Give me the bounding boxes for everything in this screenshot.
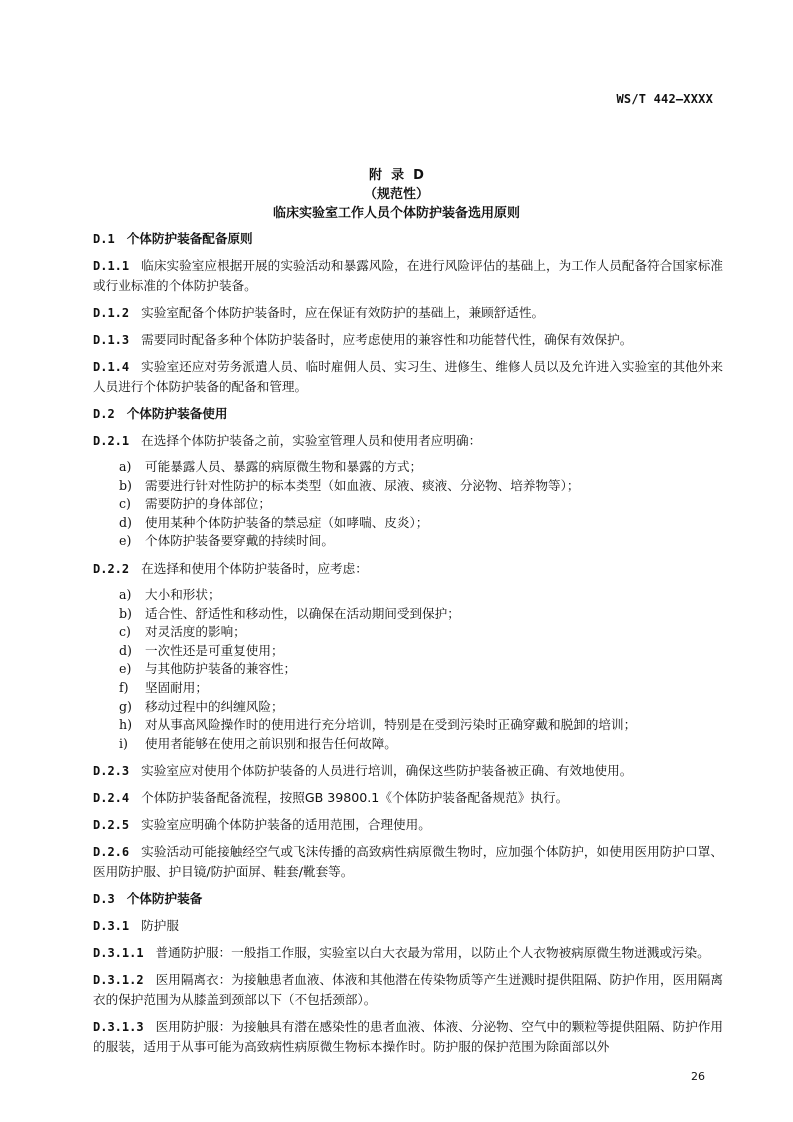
list-item [93, 735, 723, 754]
list-text: 适合性、舒适性和移动性，以确保在活动期间受到保护； [145, 605, 460, 621]
standard-code: WS/T 442—XXXX [616, 92, 713, 106]
section-number: D.3 [93, 892, 115, 907]
clause-d2-3 [93, 761, 723, 781]
list-text: 需要防护的身体部位； [145, 496, 271, 512]
list-text: 坚固耐用； [145, 679, 208, 695]
clause-d3-1-2 [93, 970, 723, 1010]
list-label: h) [119, 717, 133, 733]
clause-d3-1-3 [93, 1017, 723, 1057]
section-title: 个体防护装备 [126, 891, 203, 907]
subsection-heading-d3-1 [93, 916, 723, 936]
appendix-label: 附 录 D [369, 168, 424, 183]
clause-text: 在选择个体防护装备之前，实验室管理人员和使用者应明确： [141, 433, 482, 448]
clause-d1-4 [93, 357, 723, 397]
clause-text: 实验活动可能接触经空气或飞沫传播的高致病性病原微生物时，应加强个体防护，如使用医用防护口罩、医用防护服、护目镜/防护面屏、鞋套/靴套等。 [93, 844, 723, 880]
section-number: D.1 [93, 232, 115, 246]
clause-text: 实验室应明确个体防护装备的适用范围，合理使用。 [141, 817, 431, 833]
list-label: b) [119, 477, 132, 493]
list-d2-1 [93, 458, 723, 551]
list-item [93, 586, 723, 605]
list-item [93, 660, 723, 679]
clause-d1-2 [93, 303, 723, 323]
list-item [93, 623, 723, 642]
clause-text: 临床实验室应根据开展的实验活动和暴露风险，在进行风险评估的基础上，为工作人员配备符合国家标准或行业标准的个体防护装备。 [93, 258, 723, 293]
clause-text: 普通防护服：一般指工作服，实验室以白大衣最为常用，以防止个人衣物被病原微生物迸溅或污染。 [155, 945, 710, 961]
list-label: d) [119, 642, 132, 658]
clause-d1-3 [93, 330, 723, 350]
clause-d2-4 [93, 788, 723, 808]
clause-text: 个体防护装备配备流程，按照GB 39800.1《个体防护装备配备规范》执行。 [141, 790, 569, 806]
clause-number: D.3.1.3 [93, 1020, 144, 1035]
list-label: a) [119, 459, 132, 474]
section-heading-d2 [93, 404, 723, 424]
section-heading-d1 [93, 229, 723, 249]
list-item [93, 679, 723, 698]
subsection-number: D.3.1 [93, 919, 130, 934]
clause-text: 医用隔离衣：为接触患者血液、体液和其他潜在传染物质等产生迸溅时提供阻隔、防护作用，医用隔离衣的保护范围为从膝盖到颈部以下（不包括颈部）。 [93, 972, 723, 1008]
list-item [93, 458, 723, 477]
appendix-title-block [0, 166, 793, 223]
clause-d1-1 [93, 256, 723, 296]
appendix-name: 临床实验室工作人员个体防护装备选用原则 [272, 206, 520, 221]
clause-text: 医用防护服：为接触具有潜在感染性的患者血液、体液、分泌物、空气中的颗粒等提供阻隔、防护作用的服装，适用于从事可能为高致病性病原微生物标本操作时。防护服的保护范围为除面部以外 [93, 1019, 723, 1055]
section-title: 个体防护装备配备原则 [126, 231, 253, 246]
clause-number: D.3.1.2 [93, 973, 144, 988]
list-item [93, 642, 723, 661]
list-d2-2 [93, 586, 723, 753]
appendix-nature: （规范性） [363, 187, 429, 202]
list-text: 对灵活度的影响； [145, 624, 246, 640]
list-text: 对从事高风险操作时的使用进行充分培训，特别是在受到污染时正确穿戴和脱卸的培训； [145, 717, 637, 733]
list-label: d) [119, 514, 132, 530]
clause-d2-2 [93, 559, 723, 579]
list-text: 一次性还是可重复使用； [145, 642, 284, 658]
clause-number: D.3.1.1 [93, 946, 144, 961]
list-label: a) [119, 586, 132, 602]
list-item [93, 605, 723, 624]
subsection-title: 防护服 [141, 918, 179, 934]
section-heading-d3 [93, 889, 723, 909]
clause-number: D.2.2 [93, 561, 130, 576]
list-item [93, 495, 723, 514]
list-label: f) [119, 679, 129, 695]
list-text: 移动过程中的纠缠风险； [145, 698, 284, 714]
list-label: b) [119, 605, 132, 621]
list-label: g) [119, 698, 132, 714]
section-number: D.2 [93, 407, 115, 421]
clause-d2-1 [93, 431, 723, 451]
clause-number: D.1.2 [93, 306, 130, 320]
clause-d2-6 [93, 842, 723, 882]
list-label: c) [119, 624, 131, 640]
clause-text: 实验室应对使用个体防护装备的人员进行培训，确保这些防护装备被正确、有效地使用。 [141, 763, 633, 779]
list-item [93, 698, 723, 717]
list-item [93, 716, 723, 735]
clause-number: D.2.1 [93, 434, 130, 448]
clause-d3-1-1 [93, 943, 723, 963]
list-item [93, 532, 723, 551]
list-item [93, 514, 723, 533]
clause-text: 实验室配备个体防护装备时，应在保证有效防护的基础上，兼顾舒适性。 [141, 305, 545, 320]
document-body [93, 229, 723, 1064]
clause-text: 在选择和使用个体防护装备时，应考虑： [141, 560, 368, 576]
clause-number: D.1.1 [93, 259, 130, 273]
section-title: 个体防护装备使用 [126, 406, 228, 421]
list-text: 可能暴露人员、暴露的病原微生物和暴露的方式； [145, 459, 423, 474]
list-label: e) [119, 661, 132, 677]
clause-number: D.2.3 [93, 764, 130, 779]
clause-d2-5 [93, 815, 723, 835]
clause-number: D.2.4 [93, 791, 130, 806]
clause-number: D.1.4 [93, 360, 130, 374]
list-label: c) [119, 496, 131, 512]
clause-number: D.2.6 [93, 845, 130, 860]
list-text: 大小和形状； [145, 586, 221, 602]
list-label: i) [119, 735, 128, 751]
clause-text: 需要同时配备多种个体防护装备时，应考虑使用的兼容性和功能替代性，确保有效保护。 [141, 332, 633, 347]
list-text: 使用某种个体防护装备的禁忌症（如哮喘、皮炎）； [145, 514, 429, 530]
list-label: e) [119, 533, 132, 549]
clause-text: 实验室还应对劳务派遣人员、临时雇佣人员、实习生、进修生、维修人员以及允许进入实验室的其他外来人员进行个体防护装备的配备和管理。 [93, 359, 723, 394]
page-number: 26 [691, 1070, 705, 1083]
clause-number: D.2.5 [93, 818, 130, 833]
list-text: 与其他防护装备的兼容性； [145, 661, 297, 677]
list-text: 需要进行针对性防护的标本类型（如血液、尿液、痰液、分泌物、培养物等）； [145, 477, 580, 493]
clause-number: D.1.3 [93, 333, 130, 347]
list-item [93, 477, 723, 496]
list-text: 使用者能够在使用之前识别和报告任何故障。 [145, 735, 397, 751]
list-text: 个体防护装备要穿戴的持续时间。 [145, 533, 334, 549]
